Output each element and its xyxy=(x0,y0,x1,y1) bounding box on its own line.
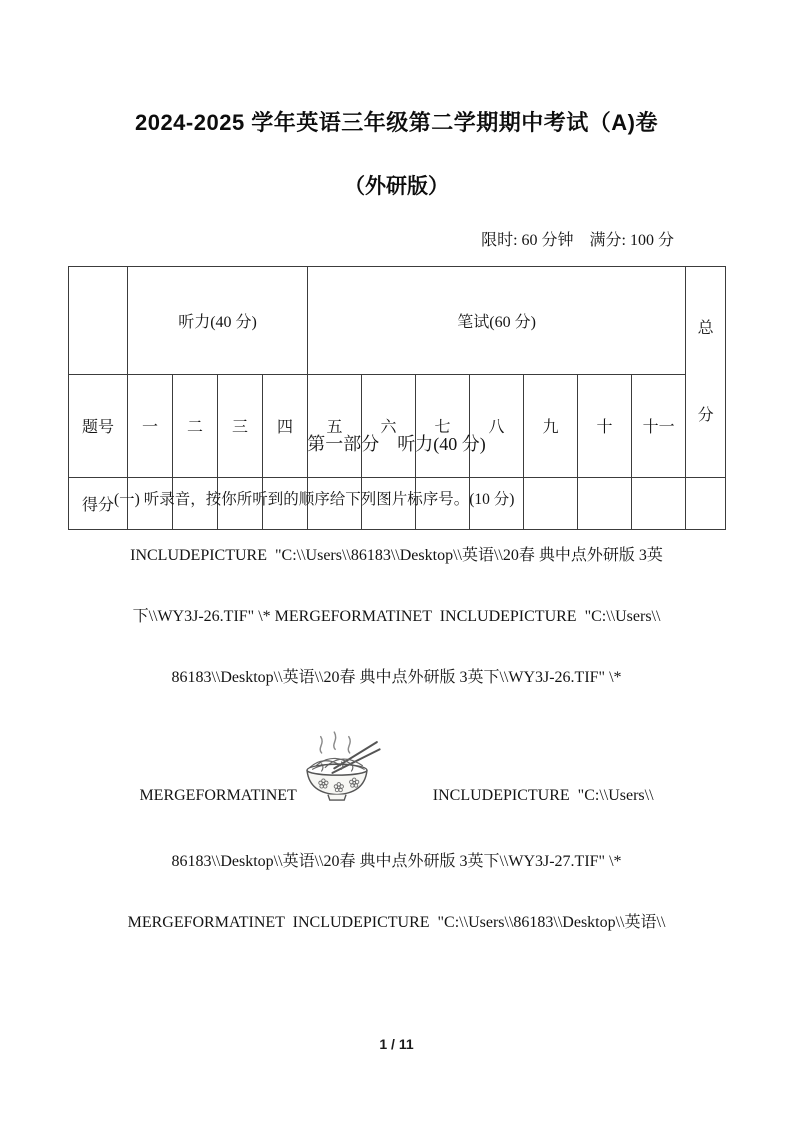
column-header-7: 七 xyxy=(416,374,470,477)
column-header-10: 十 xyxy=(578,374,632,477)
score-table-corner-cell xyxy=(69,267,128,375)
page-number-indicator: 1 / 11 xyxy=(379,1036,414,1052)
field-code-line-6: MERGEFORMATINET INCLUDEPICTURE "C:\\Users\\86183\\Desktop\\英语\\ xyxy=(127,914,666,931)
score-cell-9 xyxy=(524,478,578,530)
noodle-bowl-image xyxy=(289,727,385,807)
question1-instructions: (一) 听录音，按你所听到的顺序给下列图片标序号。(10 分) xyxy=(114,491,515,508)
column-header-1: 一 xyxy=(128,374,173,477)
column-header-8: 八 xyxy=(470,374,524,477)
question-number-row-label: 题号 xyxy=(69,374,128,477)
total-score-header-char2: 分 xyxy=(697,407,714,424)
score-row-label: 得分 xyxy=(69,478,128,530)
total-score-cell xyxy=(686,478,726,530)
part1-heading: 第一部分 听力(40 分) xyxy=(307,434,486,454)
document-title: 2024-2025 学年英语三年级第二学期期中考试（A)卷 xyxy=(134,110,659,135)
written-section-header: 笔试(60 分) xyxy=(308,267,686,375)
field-code-line-4-left-text: MERGEFORMATINET xyxy=(139,787,297,804)
exam-time-and-score-limits: 限时: 60 分钟 满分: 100 分 xyxy=(481,232,674,249)
total-score-header-char1: 总 xyxy=(697,320,714,337)
column-header-5: 五 xyxy=(308,374,362,477)
score-cell-10 xyxy=(578,478,632,530)
field-code-line-1: INCLUDEPICTURE "C:\\Users\\86183\\Desktop\\英语\\20春 典中点外研版 3英 xyxy=(130,547,663,564)
field-code-line-4 xyxy=(0,727,793,807)
listening-section-header: 听力(40 分) xyxy=(128,267,308,375)
column-header-4: 四 xyxy=(263,374,308,477)
column-header-9: 九 xyxy=(524,374,578,477)
column-header-2: 二 xyxy=(173,374,218,477)
field-code-line-5: 86183\\Desktop\\英语\\20春 典中点外研版 3英下\\WY3J-27.TIF" \* xyxy=(171,853,622,870)
field-code-line-3: 86183\\Desktop\\英语\\20春 典中点外研版 3英下\\WY3J-26.TIF" \* xyxy=(171,669,622,686)
field-code-line-2: 下\\WY3J-26.TIF" \* MERGEFORMATINET INCLUDEPICTURE "C:\\Users\\ xyxy=(132,608,661,625)
column-header-6: 六 xyxy=(362,374,416,477)
document-subtitle: （外研版） xyxy=(344,175,449,198)
field-code-line-4-right-text: INCLUDEPICTURE "C:\\Users\\ xyxy=(432,787,654,804)
column-header-3: 三 xyxy=(218,374,263,477)
score-cell-11 xyxy=(632,478,686,530)
column-header-11: 十一 xyxy=(632,374,686,477)
